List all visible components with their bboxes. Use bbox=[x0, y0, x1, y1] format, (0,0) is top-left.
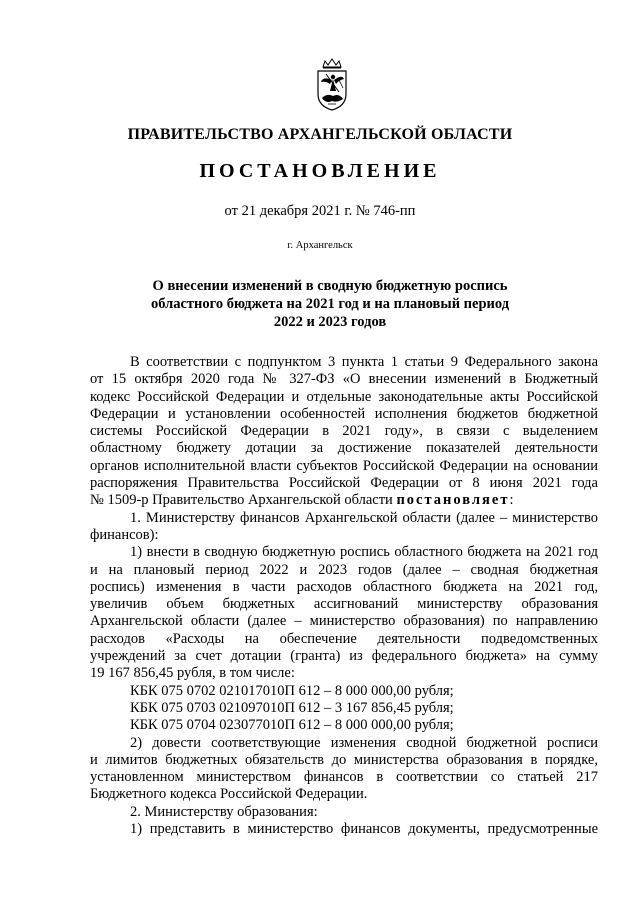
kbk-line: КБК 075 0702 021017010П 612 – 8 000 000,00 рубля; bbox=[130, 682, 454, 699]
body-line: и лимитов бюджетных обязательств до министерства образования в порядке, bbox=[90, 751, 598, 768]
body-line: В соответствии с подпунктом 3 пункта 1 статьи 9 Федерального закона bbox=[130, 354, 598, 370]
body-line: учреждений за счет дотации (гранта) из федерального бюджета» на сумму bbox=[90, 648, 598, 665]
body-line: финансов): bbox=[90, 526, 159, 543]
body-line: распоряжения Правительства Российской Федерации от 8 июня 2021 года bbox=[90, 475, 598, 492]
body-line: и на плановый период 2022 и 2023 годов (далее – сводная бюджетная bbox=[90, 561, 598, 578]
body-line: расходов «Расходы на обеспечение деятельности подведомственных bbox=[90, 630, 598, 647]
document-subject bbox=[120, 277, 540, 331]
subject-line: 2022 и 2023 годов bbox=[273, 314, 387, 330]
body-line: Бюджетного кодекса Российской Федерации. bbox=[90, 786, 368, 803]
kbk-line: КБК 075 0703 021097010П 612 – 3 167 856,45 рубля; bbox=[130, 699, 454, 716]
body-line: системы Российской Федерации в 2021 году», в связи с выделением bbox=[90, 423, 598, 440]
kbk-line: КБК 075 0704 023077010П 612 – 8 000 000,00 рубля; bbox=[130, 717, 454, 734]
document-body bbox=[90, 354, 598, 838]
body-line: роспись) изменения в части расходов областного бюджета на 2021 год, bbox=[90, 578, 598, 595]
body-line: 2) довести соответствующие изменения сводной бюджетной росписи bbox=[130, 734, 598, 751]
body-line: 2. Министерству образования: bbox=[130, 803, 318, 820]
body-line: органов исполнительной власти субъектов Российской Федерации на основании bbox=[90, 457, 598, 474]
body-line: Архангельской области (далее – министерство образования) по направлению bbox=[90, 613, 598, 630]
body-line: 1) представить в министерство финансов документы, предусмотренные bbox=[130, 821, 598, 838]
body-line: от 15 октября 2020 года № 327-ФЗ «О внесении изменений в Бюджетный bbox=[90, 371, 598, 388]
resolves-word: постановляет bbox=[396, 492, 510, 509]
coat-of-arms-icon bbox=[313, 58, 351, 112]
body-line: Федерации и установлении особенностей исполнения бюджетов бюджетной bbox=[90, 405, 598, 422]
body-line: 1) внести в сводную бюджетную роспись областного бюджета на 2021 год bbox=[130, 544, 598, 561]
body-line bbox=[90, 492, 598, 509]
body-line: кодекс Российской Федерации и отдельные законодательные акты Российской bbox=[90, 388, 598, 405]
body-line: 19 167 856,45 рубля, в том числе: bbox=[90, 665, 295, 682]
subject-line: областного бюджета на 2021 год и на плановый период bbox=[150, 296, 510, 312]
body-line: увеличив объем бюджетных ассигнований министерству образования bbox=[90, 596, 598, 613]
document-type: ПОСТАНОВЛЕНИЕ bbox=[199, 160, 441, 182]
subject-line: О внесении изменений в сводную бюджетную роспись bbox=[152, 278, 508, 294]
document-city: г. Архангельск bbox=[287, 240, 353, 251]
document-date-number: от 21 декабря 2021 г. № 746-пп bbox=[224, 203, 416, 219]
body-text: № 1509-р Правительство Архангельской области bbox=[90, 492, 397, 509]
body-line: областному бюджету дотации за достижение показателей деятельности bbox=[90, 440, 598, 457]
body-text: : bbox=[509, 492, 514, 509]
body-line: установленном министерством финансов в соответствии со статьей 217 bbox=[90, 769, 598, 786]
government-title: ПРАВИТЕЛЬСТВО АРХАНГЕЛЬСКОЙ ОБЛАСТИ bbox=[127, 126, 513, 143]
body-line: 1. Министерству финансов Архангельской области (далее – министерство bbox=[130, 509, 598, 526]
